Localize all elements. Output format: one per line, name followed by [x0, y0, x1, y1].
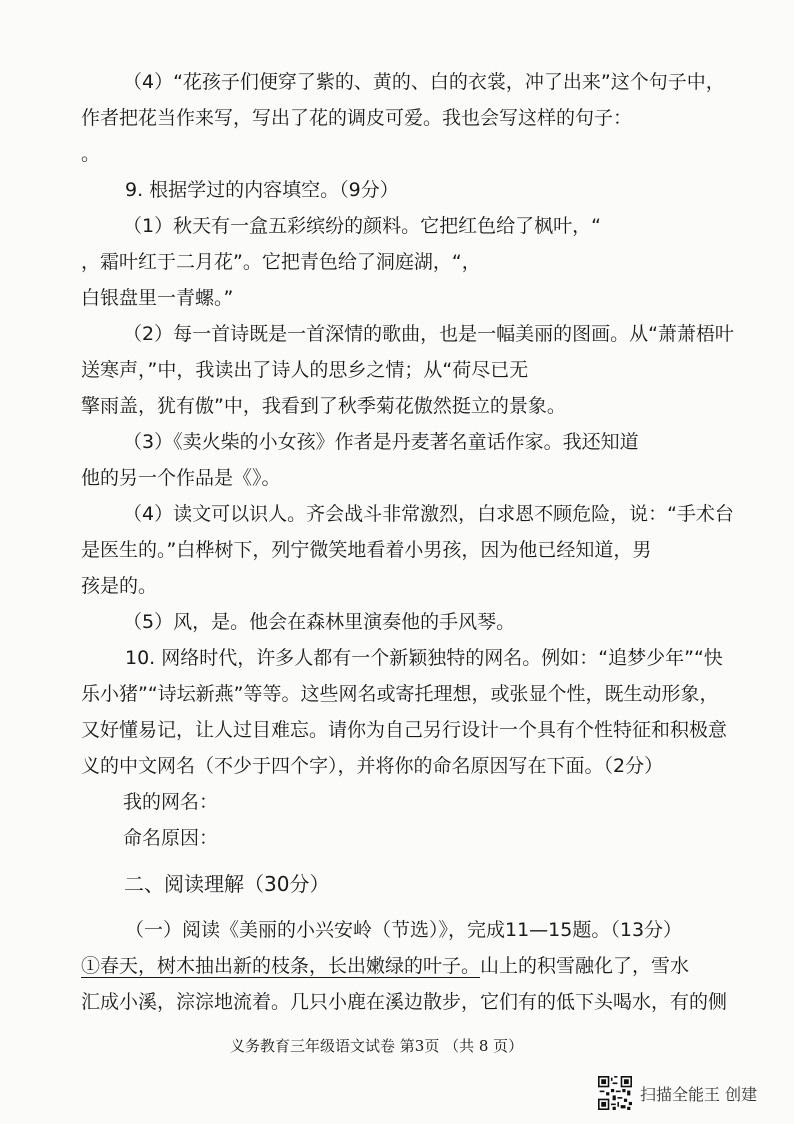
- q9-4-line3: 孩是的。: [81, 575, 158, 597]
- q8-4-line2: 作者把花当作来写，写出了花的调皮可爱。我也会写这样的句子：: [81, 107, 633, 129]
- q9-1-line3: 白银盘里一青螺。”: [81, 287, 234, 309]
- page-footer: 义务教育三年级语文试卷 第3页 （共 8 页）: [230, 1037, 524, 1055]
- q9-title: 9. 根据学过的内容填空。（9分）: [125, 179, 399, 201]
- q8-4-line1: （4）“花孩子们便穿了紫的、黄的、白的衣裳，冲了出来”这个句子中，: [123, 71, 725, 93]
- q9-4-line1: （4）读文可以识人。齐会战斗非常激烈，白求恩不顾危险，说：“手术台: [123, 503, 734, 525]
- q9-3-line1: （3）《卖火柴的小女孩》作者是丹麦著名童话作家。我还知道: [123, 431, 639, 453]
- q9-1-line2: ，霜叶红于二月花”。它把青色给了洞庭湖，“，: [81, 251, 481, 273]
- q9-1-line1: （1）秋天有一盒五彩缤纷的颜料。它把红色给了枫叶，“: [123, 215, 601, 237]
- q9-4-line2: 是医生的。”白桦树下，列宁微笑地看着小男孩，因为他已经知道，男: [81, 539, 652, 561]
- qr-code-icon: [598, 1076, 632, 1110]
- reading-subtitle: （一）阅读《美丽的小兴安岭（节选）》，完成11—15题。（13分）: [125, 919, 683, 941]
- q10-line3: 又好懂易记，让人过目难忘。请你为自己另行设计一个具有个性特征和积极意: [81, 719, 728, 741]
- scanner-watermark: 扫描全能王 创建: [640, 1085, 758, 1104]
- naming-reason-row: 命名原因：: [123, 827, 219, 849]
- q9-5-line: （5）风，是。他会在森林里演奏他的手风琴。: [123, 611, 516, 633]
- reading-text-line1: ①春天，树木抽出新的枝条，长出嫩绿的叶子。山上的积雪融化了，雪水: [81, 955, 690, 977]
- section-title: 二、阅读理解（30分）: [124, 872, 330, 896]
- q10-line1: 10. 网络时代，许多人都有一个新颖独特的网名。例如：“追梦少年”“快: [125, 647, 723, 669]
- q8-4-line3: 。: [81, 143, 101, 165]
- q9-2-line1: （2）每一首诗既是一首深情的歌曲，也是一幅美丽的图画。从“萧萧梧叶: [123, 323, 734, 345]
- net-name-row: 我的网名：: [123, 791, 219, 813]
- q10-line2: 乐小猪”“诗坛新燕”等等。这些网名或寄托理想，或张显个性，既生动形象，: [81, 683, 719, 705]
- q9-2-line3: 擎雨盖，犹有傲”中，我看到了秋季菊花傲然挺立的景象。: [81, 395, 566, 417]
- reading-text-line2: 汇成小溪，淙淙地流着。几只小鹿在溪边散步，它们有的低下头喝水，有的侧: [81, 991, 728, 1013]
- q10-line4: 义的中文网名（不少于四个字），并将你的命名原因写在下面。（2分）: [81, 755, 664, 777]
- q9-2-line2: 送寒声，”中，我读出了诗人的思乡之情；从“荷尽已无: [81, 359, 529, 381]
- q9-3-line2: 他的另一个作品是《》。: [81, 467, 281, 489]
